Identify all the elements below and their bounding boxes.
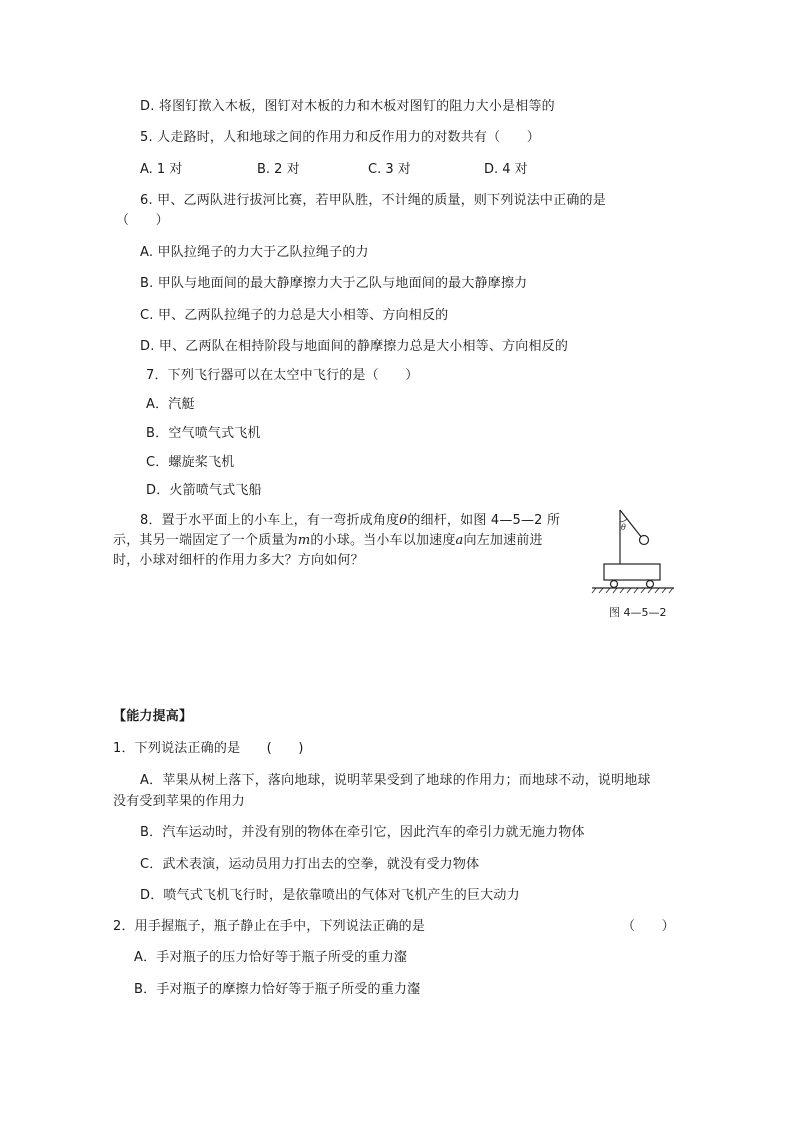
q5-option-b: B. 2 对 <box>257 162 300 177</box>
figure-cart-body <box>604 564 660 580</box>
p2-stem: 2．用手握瓶子，瓶子静止在手中，下列说法正确的是 <box>113 919 426 934</box>
q8-text: 的细杆，如图 4—5—2 所 <box>407 513 561 528</box>
q5-option-a: A. 1 对 <box>140 162 183 177</box>
q8-mass-symbol: m <box>297 533 311 548</box>
prev-question-option-d: D. 将图钉揿入木板，图钉对木板的力和木板对图钉的阻力大小是相等的 <box>140 99 555 114</box>
q8-text: 8．置于水平面上的小车上，有一弯折成角度 <box>140 513 400 528</box>
q8-stem-line1 <box>140 512 560 530</box>
p1-option-b: B．汽车运动时，并没有别的物体在牵引它，因此汽车的牵引力就无施力物体 <box>140 825 585 840</box>
figure-theta-label: θ <box>621 523 626 532</box>
figure-left-wheel <box>611 581 618 588</box>
p1-option-c: C．武术表演，运动员用力打出去的空拳，就没有受力物体 <box>140 857 480 872</box>
q6-option-b: B. 甲队与地面间的最大静摩擦力大于乙队与地面间的最大静摩擦力 <box>140 276 528 291</box>
q8-acceleration-symbol: a <box>455 533 464 548</box>
q5-option-c: C. 3 对 <box>368 162 411 177</box>
figure-right-wheel <box>647 581 654 588</box>
q8-text: 的小球。当小车以加速度 <box>310 533 456 548</box>
p1-option-d: D．喷气式飞机飞行时，是依靠喷出的气体对飞机产生的巨大动力 <box>140 888 520 903</box>
q7-stem: 7．下列飞行器可以在太空中飞行的是（ ） <box>146 368 419 383</box>
q8-theta-symbol: θ <box>399 513 408 528</box>
cart-rod-ball-figure <box>590 500 690 600</box>
p1-option-a-line2: 没有受到苹果的作用力 <box>113 794 246 809</box>
figure-ball <box>640 536 649 545</box>
figure-angle-arc <box>620 519 627 522</box>
q6-stem-line1: 6. 甲、乙两队进行拔河比赛，若甲队胜，不计绳的质量，则下列说法中正确的是 <box>140 193 606 208</box>
figure-ground-hatching <box>592 588 673 593</box>
q7-option-a: A．汽艇 <box>146 397 195 412</box>
p2-answer-paren: （ ） <box>622 919 675 934</box>
p1-option-a-line1: A．苹果从树上落下，落向地球，说明苹果受到了地球的作用力；而地球不动，说明地球 <box>140 773 651 788</box>
q8-text: 示，其另一端固定了一个质量为 <box>113 533 298 548</box>
q5-stem: 5. 人走路时，人和地球之间的作用力和反作用力的对数共有（ ） <box>140 130 540 145</box>
figure-caption: 图 4—5—2 <box>609 606 667 619</box>
q6-option-d: D. 甲、乙两队在相持阶段与地面间的静摩擦力总是大小相等、方向相反的 <box>140 339 569 354</box>
q7-option-b: B．空气喷气式飞机 <box>146 426 261 441</box>
p2-option-a: A．手对瓶子的压力恰好等于瓶子所受的重力瀣 <box>134 950 408 965</box>
q7-option-c: C．螺旋桨飞机 <box>146 455 235 470</box>
q7-option-d: D．火箭喷气式飞船 <box>146 483 262 498</box>
q8-stem-line2 <box>113 532 543 550</box>
q8-stem-line3: 时，小球对细杆的作用力多大？方向如何？ <box>113 553 364 568</box>
q6-stem-line2: （ ） <box>116 213 169 228</box>
q8-text: 向左加速前进 <box>463 533 543 548</box>
p1-stem: 1．下列说法正确的是 ( ) <box>113 741 304 756</box>
q5-option-d: D. 4 对 <box>484 162 528 177</box>
q6-option-a: A. 甲队拉绳子的力大于乙队拉绳子的力 <box>140 245 369 260</box>
section-title: 【能力提高】 <box>113 709 193 724</box>
p2-option-b: B．手对瓶子的摩擦力恰好等于瓶子所受的重力瀣 <box>134 982 421 997</box>
q6-option-c: C. 甲、乙两队拉绳子的力总是大小相等、方向相反的 <box>140 308 449 323</box>
